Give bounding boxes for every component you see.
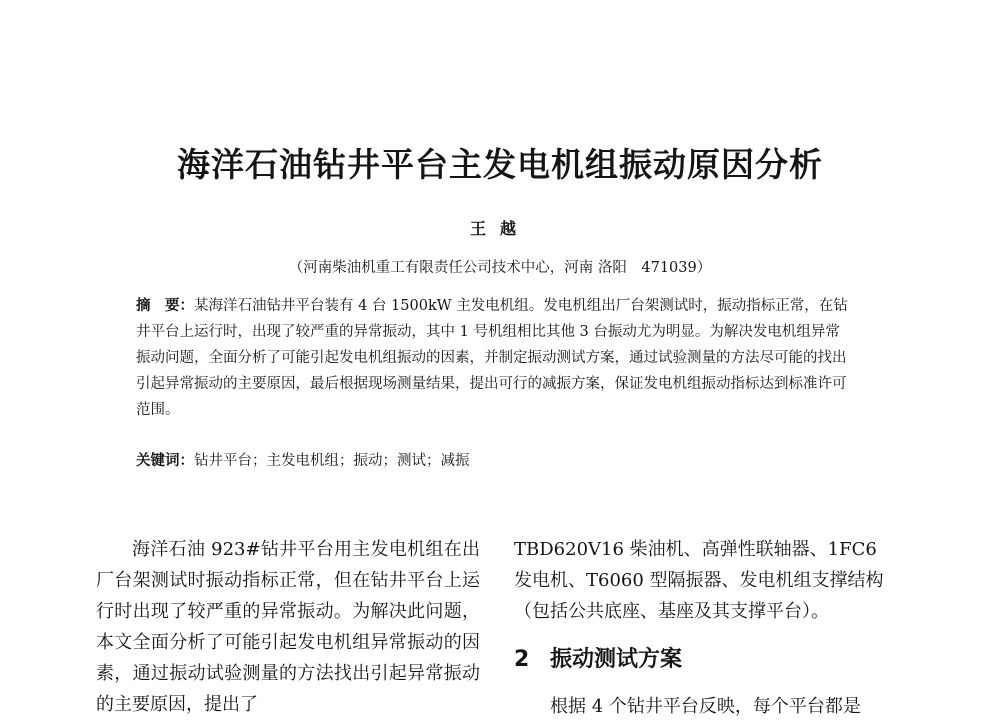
body-left-column <box>96 534 480 720</box>
intro-paragraph: 海洋石油 923#钻井平台用主发电机组在出厂台架测试时振动指标正常，但在钻井平台上运行时出现了较严重的异常振动。为解决此问题，本文全面分析了可能引起发电机组异常振动的因素，通过振动试验测量的方法找出引起异常振动的主要原因，提出了 <box>96 539 480 715</box>
section-number: 2 <box>514 647 530 672</box>
paper-title: 海洋石油钻井平台主发电机组振动原因分析 <box>177 145 823 184</box>
abstract <box>136 293 852 423</box>
keywords-label: 关键词： <box>136 453 194 469</box>
keywords-text: 钻井平台；主发电机组；振动；测试；减振 <box>194 453 470 469</box>
abstract-label: 摘 要： <box>136 298 194 314</box>
abstract-text: 某海洋石油钻井平台装有 4 台 1500kW 主发电机组。发电机组出厂台架测试时，振动指标正常，在钻井平台上运行时，出现了较严重的异常振动，其中 1 号机组相比其他 3 台振动尤为明显。为解决发电机组异常振动问题，全面分析了可能引起发电机组振动的因素，并制定振动测试方案，通过试验测量的方法尽可能的找出引起异常振动的主要原因，最后根据现场测量结果，提出可行的减振方案，保证发电机组振动指标达到标准许可范围。 <box>136 298 848 418</box>
section-heading <box>514 627 894 691</box>
intro-continuation: TBD620V16 柴油机、高弹性联轴器、1FC6 发电机、T6060 型隔振器、发电机组支撑结构（包括公共底座、基座及其支撑平台）。 <box>514 539 884 622</box>
body-right-column <box>514 534 894 722</box>
section-paragraph: 根据 4 个钻井平台反映，每个平台都是 <box>550 696 861 717</box>
section-title: 振动测试方案 <box>550 647 683 672</box>
keywords <box>136 449 852 473</box>
author: 王越 <box>469 219 530 238</box>
affiliation: （河南柴油机重工有限责任公司技术中心，河南 洛阳 471039） <box>288 260 712 276</box>
